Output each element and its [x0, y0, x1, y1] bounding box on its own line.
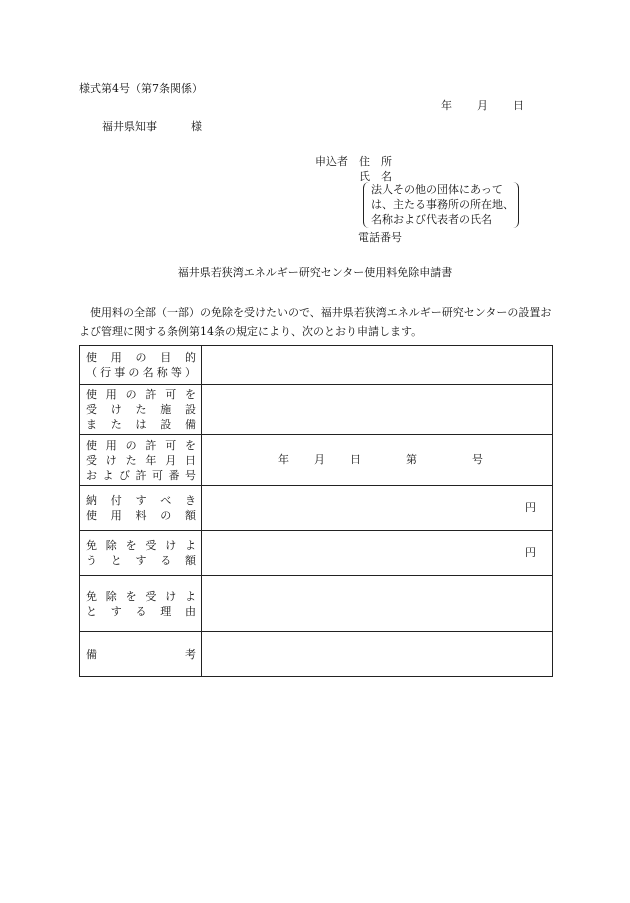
purpose-field[interactable] — [202, 346, 553, 385]
date-day: 日 — [513, 99, 524, 112]
note-line: 法人その他の団体にあって — [371, 183, 503, 196]
yen-unit: 円 — [525, 545, 536, 559]
address-label: 住 所 — [359, 155, 392, 168]
table-row — [80, 346, 553, 385]
row-label-fee — [80, 486, 202, 531]
label-line: （行事の名称等） — [86, 366, 196, 379]
honorific: 様 — [191, 120, 202, 133]
label-line: 納付すべき — [86, 494, 196, 507]
label-line: 免除を受けよ — [86, 589, 196, 603]
label-line: 備考 — [86, 647, 196, 661]
reason-field[interactable] — [202, 576, 553, 632]
permit-field[interactable] — [202, 435, 553, 486]
addressee-name: 福井県知事 — [102, 120, 157, 133]
name-label: 氏 名 — [359, 170, 392, 183]
corporate-note — [363, 182, 519, 228]
date-year: 年 — [441, 99, 452, 112]
intro-paragraph: 使用料の全部（一部）の免除を受けたいので、福井県若狭湾エネルギー研究センターの設置および管理に関する条例第14条の規定により、次のとおり申請します。 — [79, 306, 552, 338]
document-title: 福井県若狭湾エネルギー研究センター使用料免除申請書 — [177, 266, 453, 279]
table-row — [80, 385, 553, 435]
date-line — [441, 99, 524, 113]
permit-month: 月 — [314, 452, 325, 466]
exempt-amount-field[interactable] — [202, 531, 553, 576]
table-row — [80, 435, 553, 486]
form-number: 様式第4号（第7条関係） — [79, 82, 203, 95]
label-line: 使用の許可を — [86, 388, 196, 401]
label-line: 受けた施設 — [86, 403, 196, 416]
label-line: 免除を受けよ — [86, 539, 196, 552]
label-line: 使用の許可を — [86, 438, 196, 452]
row-label-reason — [80, 576, 202, 632]
row-label-facility — [80, 385, 202, 435]
row-label-remarks — [80, 632, 202, 677]
applicant-block — [315, 155, 392, 185]
yen-unit: 円 — [525, 500, 536, 514]
permit-year: 年 — [278, 452, 289, 466]
note-line: 名称および代表者の氏名 — [371, 213, 492, 226]
phone-label: 電話番号 — [358, 231, 402, 244]
row-label-purpose — [80, 346, 202, 385]
row-label-permit — [80, 435, 202, 486]
permit-day: 日 — [350, 452, 361, 466]
table-row — [80, 576, 553, 632]
row-label-exempt-amount — [80, 531, 202, 576]
label-line: 受けた年月日 — [86, 453, 196, 467]
addressee — [102, 120, 202, 134]
label-line: 使用の目的 — [86, 351, 196, 364]
permit-date-number — [202, 453, 552, 467]
date-month: 月 — [477, 99, 488, 112]
applicant-label: 申込者 — [315, 155, 348, 168]
table-row — [80, 632, 553, 677]
facility-field[interactable] — [202, 385, 553, 435]
remarks-field[interactable] — [202, 632, 553, 677]
fee-field[interactable] — [202, 486, 553, 531]
permit-no-suffix: 号 — [472, 452, 483, 466]
note-line: は、主たる事務所の所在地、 — [371, 198, 514, 211]
table-row — [80, 531, 553, 576]
label-line: 使用料の額 — [86, 509, 196, 522]
application-table — [79, 345, 553, 677]
permit-no-prefix: 第 — [406, 452, 417, 466]
table-row — [80, 486, 553, 531]
label-line: および許可番号 — [86, 468, 196, 482]
label-line: または設備 — [86, 418, 196, 431]
label-line: とする理由 — [86, 604, 196, 618]
label-line: うとする額 — [86, 554, 196, 567]
